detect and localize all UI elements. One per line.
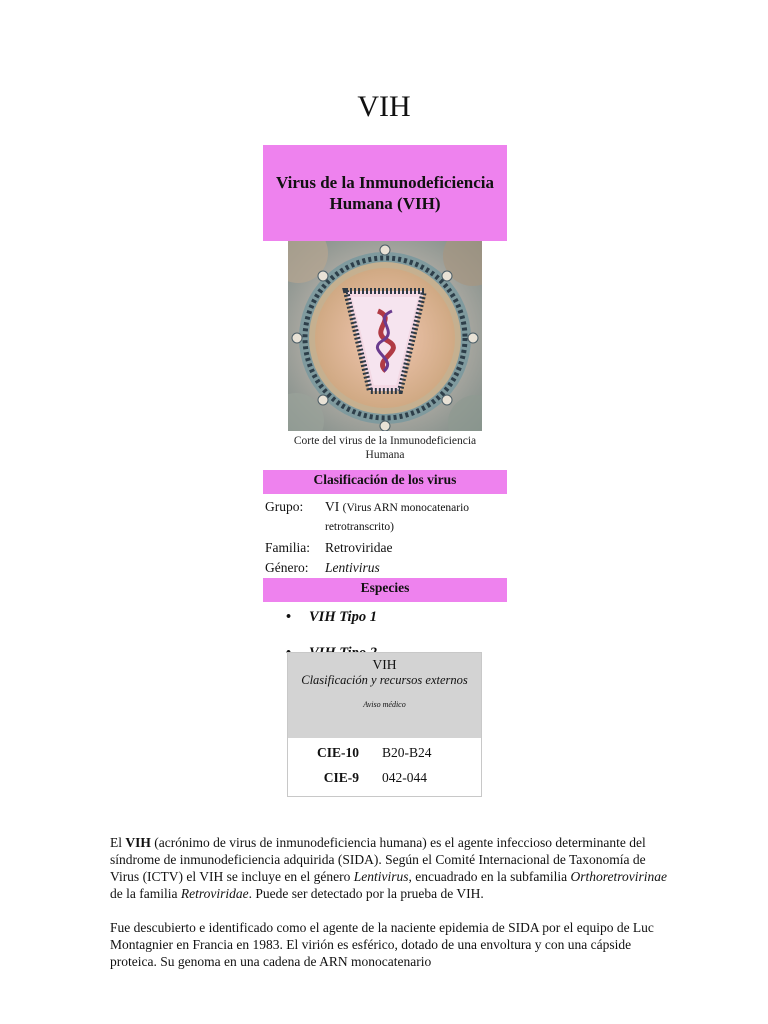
- species-item: [263, 608, 507, 644]
- paragraph-discovery: Fue descubierto e identificado como el agente de la naciente epidemia de SIDA por el equipo de Luc Montagnier en Francia en 1983. El virión es esférico, dotado de una envoltura y con una cápside proteica. Su genoma en una cadena de ARN monocatenario: [110, 920, 654, 969]
- text-bold: VIH: [125, 835, 151, 850]
- paragraph-intro: [110, 834, 670, 902]
- species-name: VIH Tipo 1: [309, 609, 377, 625]
- external-resources-header: [288, 653, 481, 738]
- genero-value-text: Lentivirus: [325, 560, 380, 575]
- text-italic: Retroviridae: [180, 886, 249, 901]
- species-header: Especies: [263, 578, 507, 602]
- genero-value: [323, 556, 507, 576]
- grupo-note: (Virus ARN monocatenario retrotranscrito): [325, 502, 470, 533]
- text-run: El: [110, 835, 126, 850]
- article-body: [110, 834, 670, 987]
- image-caption: Corte del virus de la Inmunodeficiencia Humana: [293, 435, 477, 461]
- text-italic: Orthoretrovirinae: [570, 869, 667, 884]
- text-run: de la familia: [110, 886, 181, 901]
- familia-label: Familia:: [265, 540, 310, 555]
- code-value[interactable]: B20-B24: [382, 744, 432, 760]
- taxobox: [263, 145, 507, 680]
- classification-table: [263, 498, 507, 576]
- row-genero: [263, 556, 507, 576]
- code-label[interactable]: CIE-10: [316, 744, 359, 760]
- genero-label: Género:: [265, 560, 309, 575]
- classification-header: Clasificación de los virus: [263, 470, 507, 494]
- external-title: VIH: [372, 657, 397, 672]
- bullet-icon: •: [286, 609, 292, 625]
- taxobox-header: Virus de la Inmunodeficiencia Humana (VIH): [263, 145, 507, 241]
- page-title: VIH: [357, 90, 411, 123]
- virus-illustration: [288, 241, 482, 431]
- text-run: (acrónimo de virus de inmunodeficiencia humana) es el agente infeccioso determinante del síndrome de inmunodeficiencia adquirida (SIDA). Según el Comité Internacional de Taxonomía de Virus (ICTV) el VIH se incluye en el género: [110, 835, 646, 884]
- medical-notice-link[interactable]: Aviso médico: [363, 700, 406, 709]
- external-resources-box: [287, 652, 482, 797]
- code-value[interactable]: 042-044: [382, 769, 427, 785]
- row-familia: [263, 536, 507, 556]
- grupo-value: VI: [325, 499, 340, 514]
- external-subtitle: Clasificación y recursos externos: [301, 673, 468, 687]
- codes-table: [288, 740, 481, 790]
- grupo-value-cell: [323, 498, 507, 536]
- row-grupo: [263, 498, 507, 536]
- code-row: [288, 740, 481, 765]
- text-run: . Puede ser detectado por la prueba de VIH.: [248, 886, 484, 901]
- code-row: [288, 765, 481, 790]
- code-label[interactable]: CIE-9: [323, 769, 359, 785]
- text-italic: Lentivirus: [353, 869, 409, 884]
- text-run: , encuadrado en la subfamilia: [408, 869, 571, 884]
- grupo-label: Grupo:: [265, 499, 304, 514]
- familia-value: Retroviridae: [325, 540, 393, 555]
